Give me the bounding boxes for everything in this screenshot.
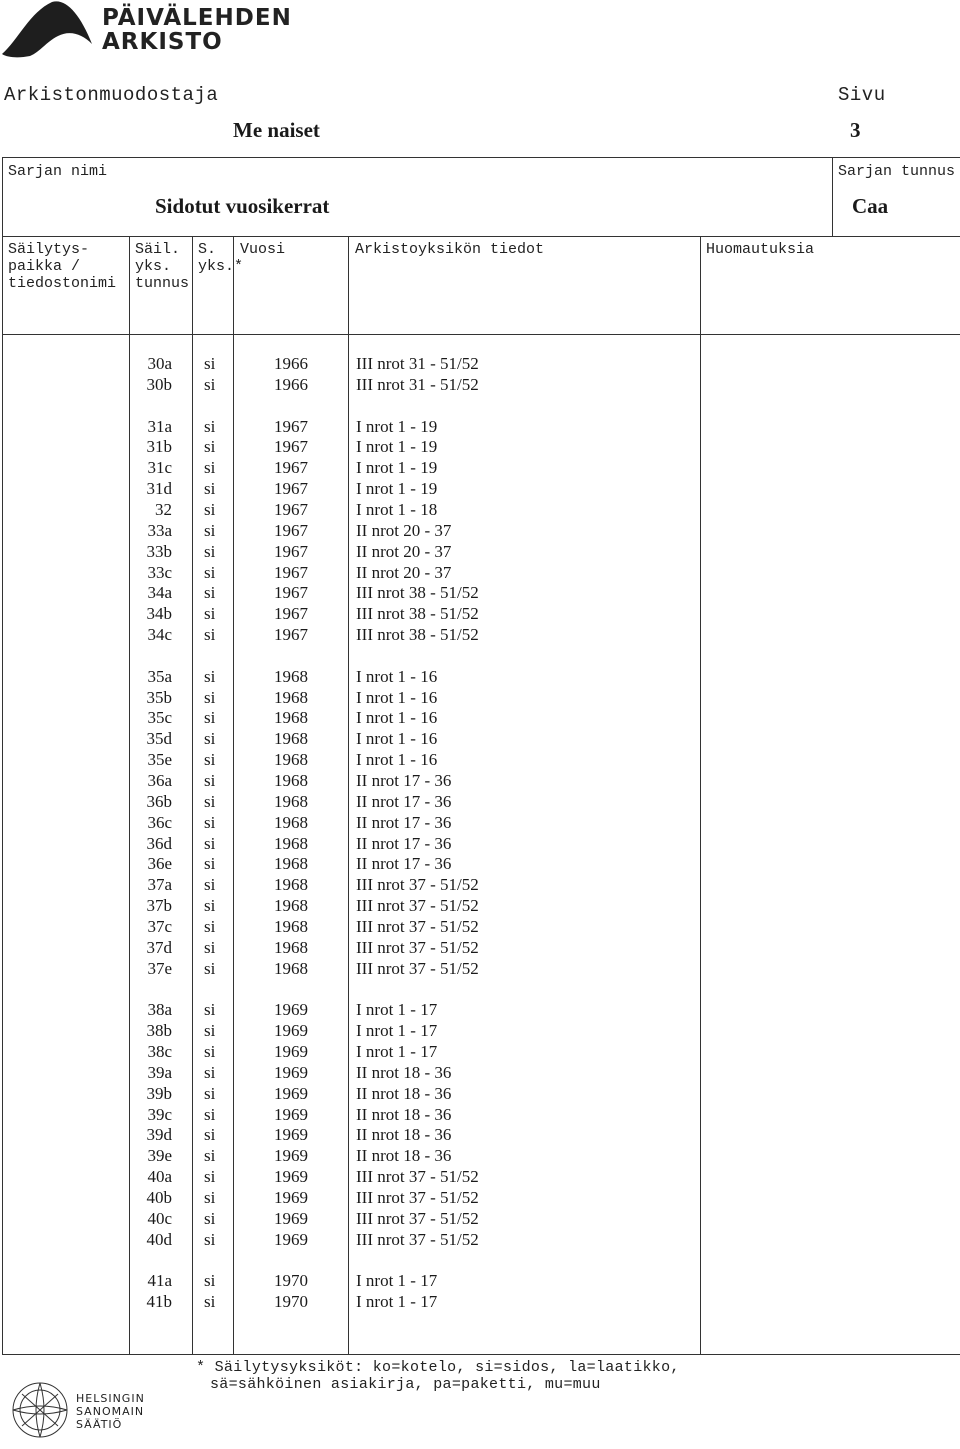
helsingin-sanomain-saatio-logo-icon bbox=[10, 1380, 70, 1440]
cell-year: 1967 bbox=[274, 479, 308, 499]
cell-unit-id: 35e bbox=[147, 750, 172, 770]
cell-unit-id: 37e bbox=[147, 958, 172, 978]
table-row bbox=[0, 604, 960, 625]
cell-unit-id: 35b bbox=[146, 687, 172, 707]
rule-columns-top bbox=[2, 236, 960, 237]
cell-unit-type: si bbox=[204, 1021, 216, 1041]
table-row bbox=[0, 583, 960, 604]
cell-unit-info: III nrot 37 - 51/52 bbox=[356, 875, 479, 895]
cell-unit-id: 38a bbox=[147, 1000, 172, 1020]
cell-year: 1968 bbox=[274, 791, 308, 811]
cell-unit-info: I nrot 1 - 17 bbox=[356, 1042, 438, 1062]
table-row bbox=[0, 1292, 960, 1313]
cell-unit-type: si bbox=[204, 1229, 216, 1249]
cell-unit-id: 34b bbox=[146, 604, 172, 624]
cell-year: 1967 bbox=[274, 604, 308, 624]
cell-unit-type: si bbox=[204, 1104, 216, 1124]
cell-unit-type: si bbox=[204, 916, 216, 936]
cell-year: 1968 bbox=[274, 729, 308, 749]
cell-unit-info: I nrot 1 - 16 bbox=[356, 666, 438, 686]
cell-unit-id: 33a bbox=[147, 520, 172, 540]
cell-unit-type: si bbox=[204, 875, 216, 895]
cell-unit-info: II nrot 17 - 36 bbox=[356, 833, 452, 853]
cell-year: 1969 bbox=[274, 1104, 308, 1124]
cell-unit-id: 33b bbox=[146, 541, 172, 561]
cell-unit-type: si bbox=[204, 750, 216, 770]
table-row bbox=[0, 771, 960, 792]
cell-year: 1966 bbox=[274, 374, 308, 394]
cell-unit-type: si bbox=[204, 1000, 216, 1020]
cell-year: 1967 bbox=[274, 416, 308, 436]
table-row bbox=[0, 1271, 960, 1292]
cell-year: 1968 bbox=[274, 875, 308, 895]
cell-unit-info: II nrot 17 - 36 bbox=[356, 854, 452, 874]
table-row bbox=[0, 1230, 960, 1251]
cell-year: 1969 bbox=[274, 1042, 308, 1062]
paivalehden-arkisto-logo-icon bbox=[0, 0, 96, 58]
cell-unit-info: I nrot 1 - 17 bbox=[356, 1021, 438, 1041]
cell-unit-info: II nrot 18 - 36 bbox=[356, 1083, 452, 1103]
rule-columns-bottom bbox=[2, 334, 960, 335]
cell-unit-info: III nrot 37 - 51/52 bbox=[356, 1208, 479, 1228]
cell-year: 1968 bbox=[274, 958, 308, 978]
table-row bbox=[0, 688, 960, 709]
cell-year: 1968 bbox=[274, 896, 308, 916]
cell-unit-info: III nrot 37 - 51/52 bbox=[356, 1188, 479, 1207]
cell-unit-info: II nrot 18 - 36 bbox=[356, 1062, 452, 1082]
table-row bbox=[0, 896, 960, 917]
cell-unit-id: 38c bbox=[147, 1042, 172, 1062]
table-row bbox=[0, 437, 960, 458]
cell-unit-info: I nrot 1 - 16 bbox=[356, 750, 438, 770]
logo-line-2: ARKISTO bbox=[102, 29, 223, 55]
cell-unit-info: II nrot 17 - 36 bbox=[356, 771, 452, 790]
table-row bbox=[0, 417, 960, 438]
cell-year: 1969 bbox=[274, 1000, 308, 1020]
cell-unit-type: si bbox=[204, 354, 216, 373]
cell-unit-id: 31c bbox=[147, 458, 172, 478]
cell-unit-type: si bbox=[204, 687, 216, 707]
cell-unit-id: 37c bbox=[147, 916, 172, 936]
cell-unit-type: si bbox=[204, 1042, 216, 1062]
cell-unit-info: II nrot 18 - 36 bbox=[356, 1146, 452, 1166]
cell-unit-id: 36d bbox=[146, 833, 172, 853]
cell-unit-id: 31d bbox=[146, 479, 172, 499]
column-header-info: Arkistoyksikön tiedot bbox=[355, 241, 545, 258]
table-row bbox=[0, 1042, 960, 1063]
cell-year: 1969 bbox=[274, 1083, 308, 1103]
cell-year: 1966 bbox=[274, 354, 308, 373]
table-row bbox=[0, 667, 960, 688]
cell-unit-type: si bbox=[204, 812, 216, 832]
table-row bbox=[0, 1021, 960, 1042]
table-row bbox=[0, 834, 960, 855]
table-row bbox=[0, 1084, 960, 1105]
table-row bbox=[0, 479, 960, 500]
table-row bbox=[0, 1063, 960, 1084]
rule-table-bottom bbox=[2, 1354, 960, 1355]
rule-series-divider bbox=[832, 157, 833, 236]
cell-year: 1967 bbox=[274, 499, 308, 519]
foundation-wordmark: HELSINGIN SANOMAIN SÄÄTIÖ bbox=[76, 1392, 145, 1431]
logo-line-1: PÄIVÄLEHDEN bbox=[102, 5, 292, 31]
cell-unit-id: 36a bbox=[147, 771, 172, 790]
table-row bbox=[0, 625, 960, 646]
cell-year: 1969 bbox=[274, 1062, 308, 1082]
page-number: 3 bbox=[850, 118, 861, 142]
app-name: Arkistonmuodostaja bbox=[4, 84, 219, 106]
table-row bbox=[0, 938, 960, 959]
cell-unit-info: III nrot 38 - 51/52 bbox=[356, 625, 479, 645]
rule-series-top bbox=[2, 157, 960, 158]
cell-year: 1968 bbox=[274, 812, 308, 832]
cell-unit-info: III nrot 37 - 51/52 bbox=[356, 896, 479, 916]
cell-unit-type: si bbox=[204, 1188, 216, 1207]
cell-year: 1969 bbox=[274, 1208, 308, 1228]
cell-unit-info: III nrot 31 - 51/52 bbox=[356, 374, 479, 394]
cell-unit-id: 39c bbox=[147, 1104, 172, 1124]
cell-year: 1969 bbox=[274, 1188, 308, 1207]
table-row bbox=[0, 792, 960, 813]
cell-unit-type: si bbox=[204, 1271, 216, 1291]
cell-unit-info: II nrot 17 - 36 bbox=[356, 812, 452, 832]
cell-unit-info: I nrot 1 - 19 bbox=[356, 458, 438, 478]
footnote-line-2: sä=sähköinen asiakirja, pa=paketti, mu=muu bbox=[210, 1376, 601, 1393]
cell-year: 1968 bbox=[274, 750, 308, 770]
table-row bbox=[0, 563, 960, 584]
table-row bbox=[0, 729, 960, 750]
cell-unit-type: si bbox=[204, 458, 216, 478]
cell-unit-type: si bbox=[204, 1292, 216, 1312]
cell-unit-info: I nrot 1 - 16 bbox=[356, 708, 438, 728]
cell-unit-info: II nrot 17 - 36 bbox=[356, 791, 452, 811]
cell-year: 1969 bbox=[274, 1167, 308, 1187]
cell-year: 1970 bbox=[274, 1292, 308, 1312]
cell-year: 1968 bbox=[274, 708, 308, 728]
footnote-star: * bbox=[196, 1359, 206, 1376]
cell-unit-id: 34c bbox=[147, 625, 172, 645]
cell-unit-id: 35c bbox=[147, 708, 172, 728]
column-header-unit: Säil. yks. tunnus bbox=[135, 241, 190, 292]
cell-unit-id: 38b bbox=[146, 1021, 172, 1041]
cell-unit-id: 37d bbox=[146, 937, 172, 957]
cell-unit-info: III nrot 37 - 51/52 bbox=[356, 916, 479, 936]
page-label: Sivu bbox=[838, 84, 886, 106]
cell-unit-type: si bbox=[204, 1167, 216, 1187]
cell-year: 1968 bbox=[274, 854, 308, 874]
cell-unit-info: I nrot 1 - 19 bbox=[356, 437, 438, 457]
table-row bbox=[0, 917, 960, 938]
cell-unit-type: si bbox=[204, 416, 216, 436]
page-title: Me naiset bbox=[233, 118, 320, 142]
cell-unit-info: III nrot 38 - 51/52 bbox=[356, 604, 479, 624]
table-row bbox=[0, 959, 960, 980]
table-row bbox=[0, 1105, 960, 1126]
table-row bbox=[0, 375, 960, 396]
cell-unit-id: 31a bbox=[147, 416, 172, 436]
cell-unit-id: 41a bbox=[147, 1271, 172, 1291]
cell-unit-id: 36b bbox=[146, 791, 172, 811]
cell-unit-id: 33c bbox=[147, 562, 172, 582]
cell-year: 1969 bbox=[274, 1021, 308, 1041]
cell-year: 1968 bbox=[274, 833, 308, 853]
series-code: Caa bbox=[852, 194, 889, 218]
cell-unit-info: I nrot 1 - 18 bbox=[356, 499, 438, 519]
cell-unit-info: II nrot 20 - 37 bbox=[356, 562, 452, 582]
cell-unit-info: I nrot 1 - 17 bbox=[356, 1292, 438, 1312]
table-row bbox=[0, 708, 960, 729]
column-header-notes: Huomautuksia bbox=[706, 241, 815, 258]
cell-year: 1968 bbox=[274, 687, 308, 707]
table-row bbox=[0, 875, 960, 896]
cell-unit-info: I nrot 1 - 16 bbox=[356, 687, 438, 707]
column-header-location: Säilytys- paikka / tiedostonimi bbox=[8, 241, 117, 292]
cell-unit-info: II nrot 20 - 37 bbox=[356, 541, 452, 561]
cell-unit-type: si bbox=[204, 958, 216, 978]
cell-unit-type: si bbox=[204, 1146, 216, 1166]
cell-unit-id: 37a bbox=[147, 875, 172, 895]
cell-year: 1968 bbox=[274, 666, 308, 686]
cell-unit-type: si bbox=[204, 1208, 216, 1228]
cell-year: 1970 bbox=[274, 1271, 308, 1291]
series-name: Sidotut vuosikerrat bbox=[155, 194, 330, 218]
cell-year: 1967 bbox=[274, 520, 308, 540]
cell-unit-type: si bbox=[204, 499, 216, 519]
cell-unit-type: si bbox=[204, 854, 216, 874]
cell-unit-type: si bbox=[204, 541, 216, 561]
cell-unit-info: II nrot 20 - 37 bbox=[356, 520, 452, 540]
series-name-label: Sarjan nimi bbox=[8, 163, 108, 180]
cell-unit-id: 40b bbox=[146, 1188, 172, 1207]
cell-year: 1967 bbox=[274, 437, 308, 457]
table-row bbox=[0, 1188, 960, 1209]
cell-unit-type: si bbox=[204, 896, 216, 916]
column-header-year: Vuosi bbox=[240, 241, 286, 258]
cell-unit-type: si bbox=[204, 666, 216, 686]
table-row bbox=[0, 1000, 960, 1021]
cell-unit-type: si bbox=[204, 1062, 216, 1082]
table-row bbox=[0, 1167, 960, 1188]
cell-unit-type: si bbox=[204, 937, 216, 957]
cell-unit-id: 30b bbox=[146, 374, 172, 394]
table-row bbox=[0, 542, 960, 563]
cell-unit-info: I nrot 1 - 19 bbox=[356, 416, 438, 436]
footnote bbox=[196, 1359, 680, 1393]
cell-unit-info: I nrot 1 - 17 bbox=[356, 1271, 438, 1291]
cell-unit-info: III nrot 31 - 51/52 bbox=[356, 354, 479, 373]
cell-year: 1967 bbox=[274, 583, 308, 603]
cell-unit-type: si bbox=[204, 625, 216, 645]
cell-unit-type: si bbox=[204, 479, 216, 499]
cell-year: 1969 bbox=[274, 1125, 308, 1145]
cell-unit-type: si bbox=[204, 604, 216, 624]
cell-year: 1969 bbox=[274, 1229, 308, 1249]
footnote-line-1: Säilytysyksiköt: ko=kotelo, si=sidos, la=laatikko, bbox=[214, 1359, 680, 1376]
cell-unit-id: 32 bbox=[155, 499, 172, 519]
cell-unit-info: III nrot 37 - 51/52 bbox=[356, 1229, 479, 1249]
cell-unit-id: 36e bbox=[147, 854, 172, 874]
cell-unit-type: si bbox=[204, 708, 216, 728]
cell-unit-id: 40c bbox=[147, 1208, 172, 1228]
cell-year: 1967 bbox=[274, 458, 308, 478]
cell-unit-type: si bbox=[204, 1083, 216, 1103]
table-row bbox=[0, 1125, 960, 1146]
cell-year: 1969 bbox=[274, 1146, 308, 1166]
cell-unit-id: 30a bbox=[147, 354, 172, 373]
table-row bbox=[0, 813, 960, 834]
cell-unit-id: 39e bbox=[147, 1146, 172, 1166]
cell-unit-type: si bbox=[204, 833, 216, 853]
series-code-label: Sarjan tunnus bbox=[838, 163, 956, 180]
table-row bbox=[0, 458, 960, 479]
table-row bbox=[0, 750, 960, 771]
cell-unit-type: si bbox=[204, 562, 216, 582]
cell-unit-id: 37b bbox=[146, 896, 172, 916]
table-row bbox=[0, 521, 960, 542]
cell-unit-info: II nrot 18 - 36 bbox=[356, 1104, 452, 1124]
cell-unit-info: III nrot 37 - 51/52 bbox=[356, 937, 479, 957]
cell-unit-id: 39b bbox=[146, 1083, 172, 1103]
cell-year: 1968 bbox=[274, 937, 308, 957]
table-row bbox=[0, 1146, 960, 1167]
cell-unit-info: II nrot 18 - 36 bbox=[356, 1125, 452, 1145]
cell-unit-info: I nrot 1 - 19 bbox=[356, 479, 438, 499]
cell-unit-type: si bbox=[204, 437, 216, 457]
cell-unit-info: III nrot 37 - 51/52 bbox=[356, 1167, 479, 1187]
table-row bbox=[0, 854, 960, 875]
table-row bbox=[0, 1209, 960, 1230]
cell-unit-id: 36c bbox=[147, 812, 172, 832]
cell-unit-type: si bbox=[204, 583, 216, 603]
cell-unit-type: si bbox=[204, 374, 216, 394]
table-row bbox=[0, 354, 960, 375]
cell-unit-id: 39a bbox=[147, 1062, 172, 1082]
column-header-type: S. yks.* bbox=[198, 241, 244, 275]
cell-unit-id: 41b bbox=[146, 1292, 172, 1312]
cell-unit-id: 31b bbox=[146, 437, 172, 457]
cell-unit-id: 35a bbox=[147, 666, 172, 686]
cell-year: 1967 bbox=[274, 562, 308, 582]
cell-year: 1968 bbox=[274, 771, 308, 790]
cell-year: 1967 bbox=[274, 625, 308, 645]
cell-unit-info: III nrot 37 - 51/52 bbox=[356, 958, 479, 978]
cell-unit-type: si bbox=[204, 771, 216, 790]
cell-unit-id: 40a bbox=[147, 1167, 172, 1187]
cell-unit-info: I nrot 1 - 16 bbox=[356, 729, 438, 749]
cell-unit-type: si bbox=[204, 791, 216, 811]
cell-unit-id: 39d bbox=[146, 1125, 172, 1145]
cell-unit-type: si bbox=[204, 729, 216, 749]
cell-unit-type: si bbox=[204, 520, 216, 540]
cell-unit-type: si bbox=[204, 1125, 216, 1145]
cell-unit-info: I nrot 1 - 17 bbox=[356, 1000, 438, 1020]
logo-wordmark bbox=[102, 6, 292, 54]
cell-unit-id: 34a bbox=[147, 583, 172, 603]
cell-year: 1967 bbox=[274, 541, 308, 561]
cell-year: 1968 bbox=[274, 916, 308, 936]
table-row bbox=[0, 500, 960, 521]
cell-unit-id: 40d bbox=[146, 1229, 172, 1249]
cell-unit-id: 35d bbox=[146, 729, 172, 749]
cell-unit-info: III nrot 38 - 51/52 bbox=[356, 583, 479, 603]
